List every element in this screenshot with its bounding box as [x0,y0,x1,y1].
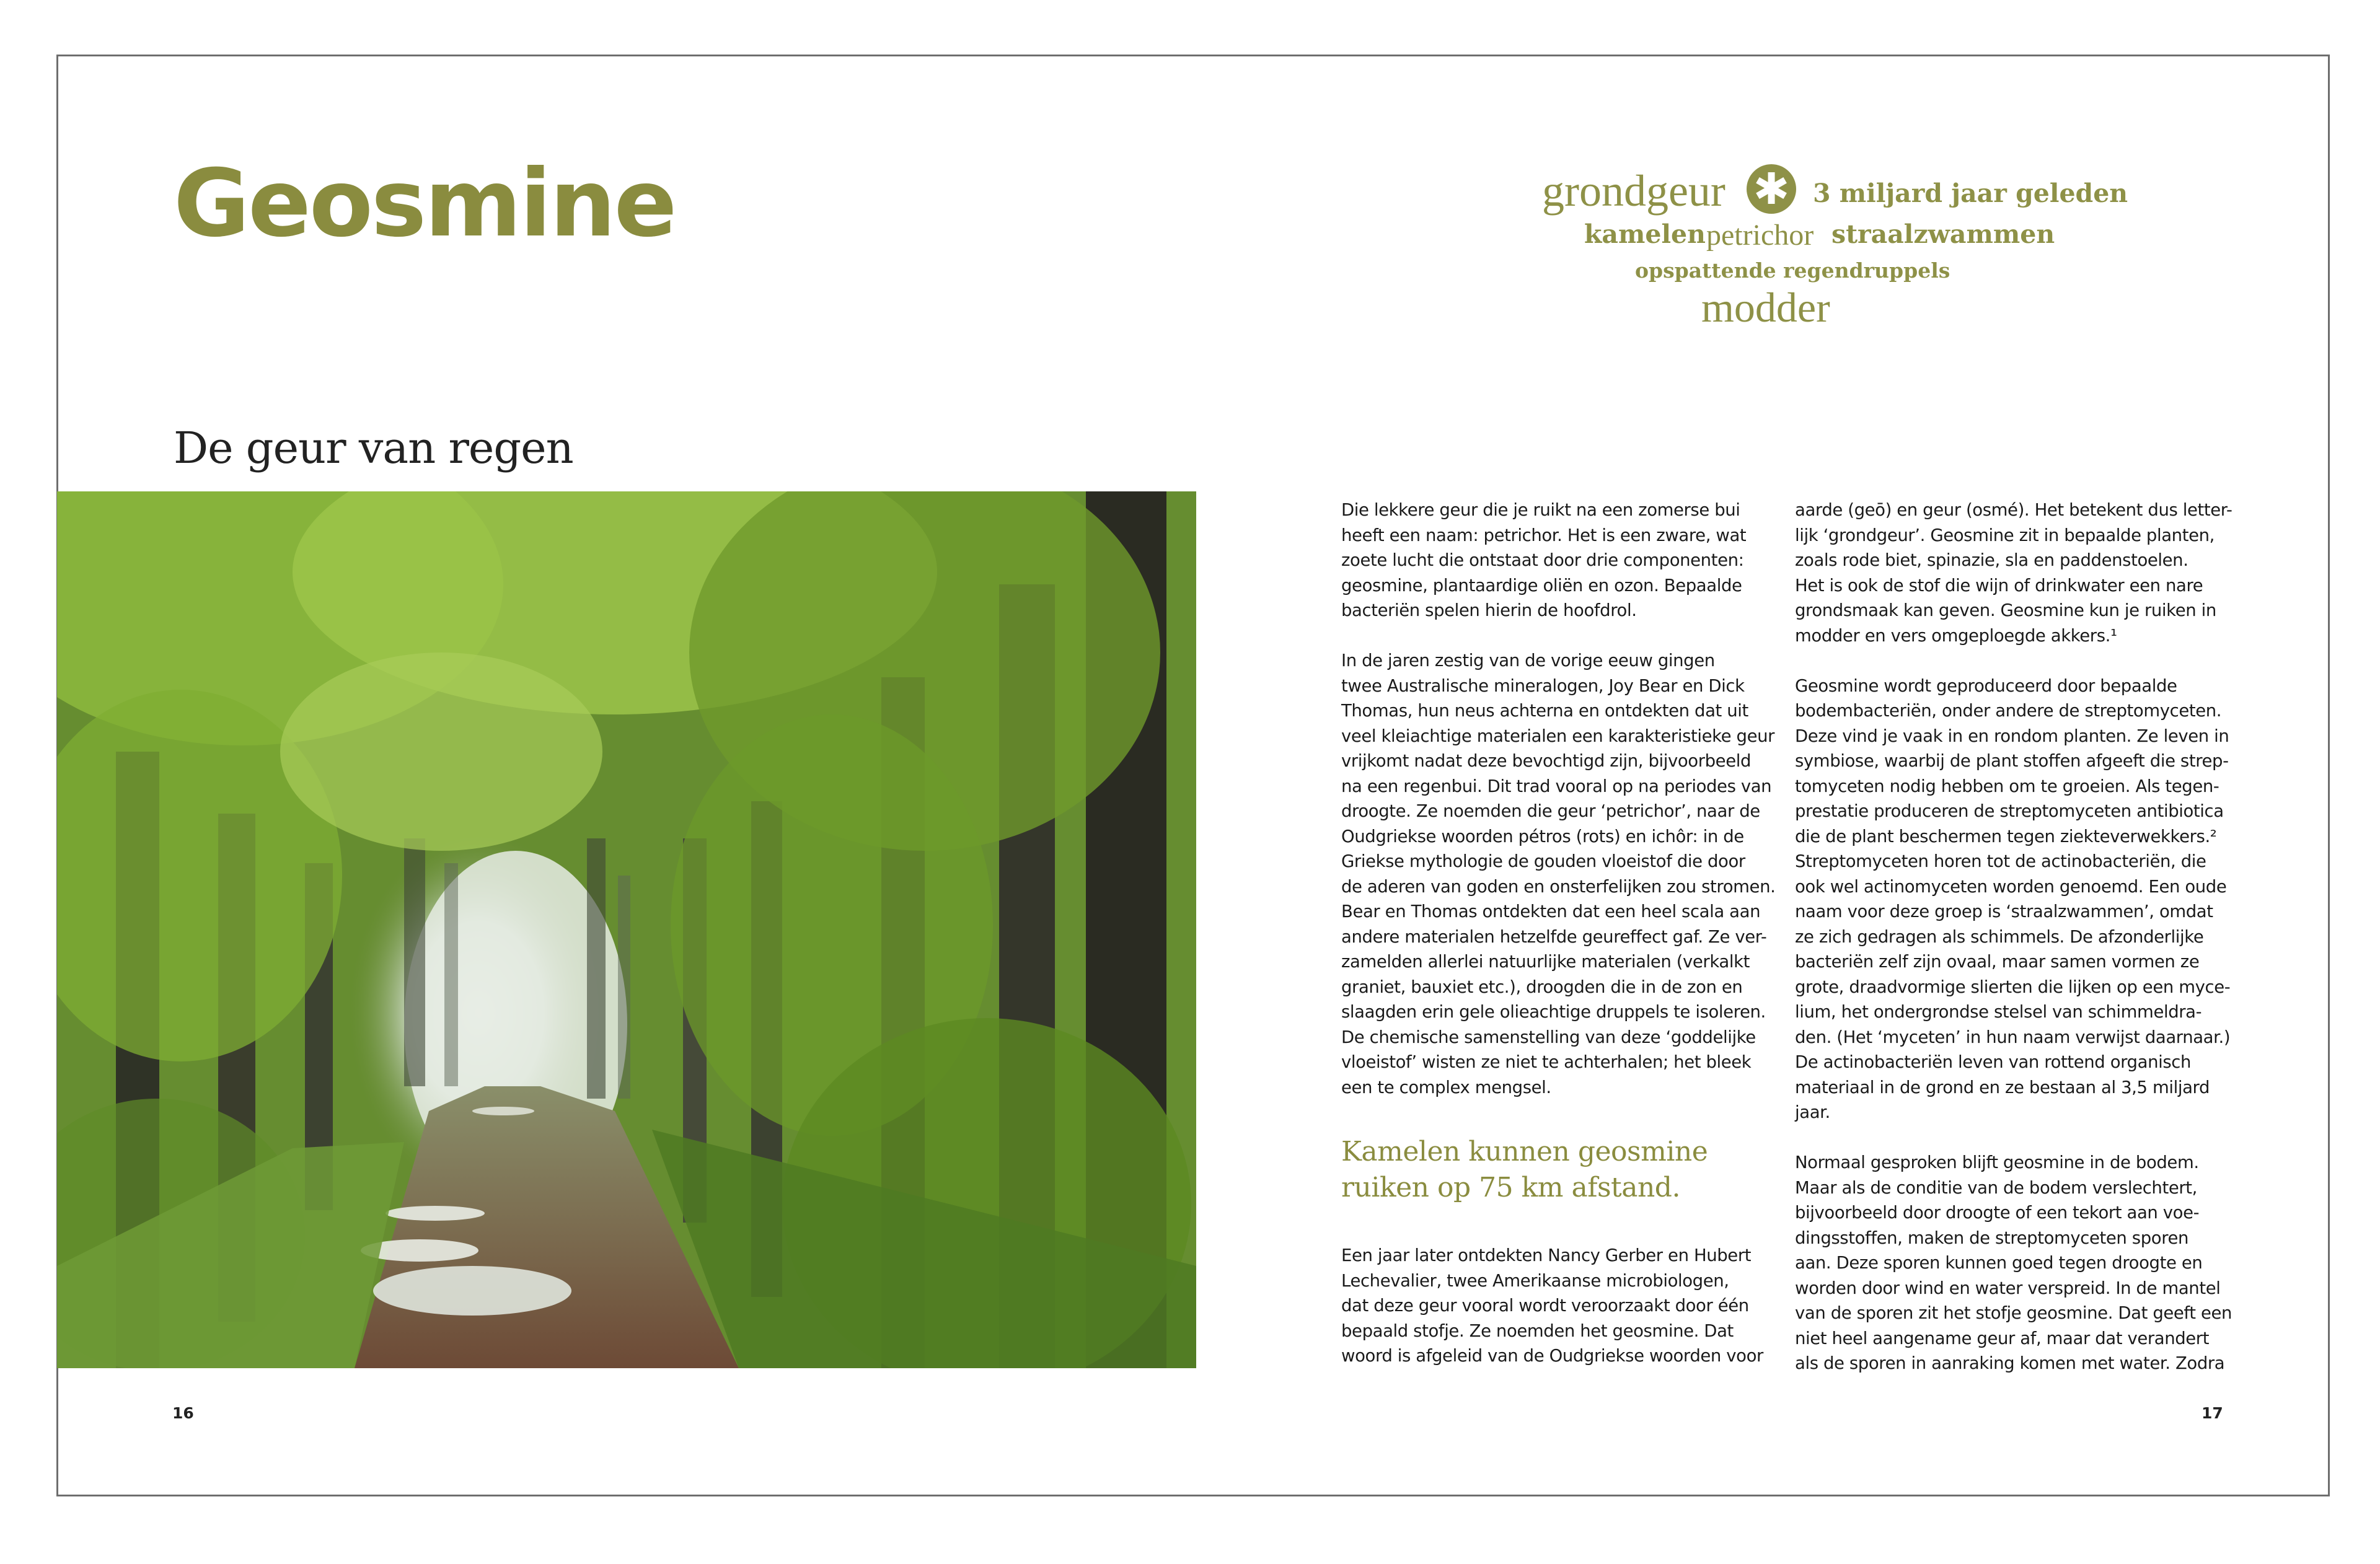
text-line: ook wel actinomyceten worden genoemd. Een oude [1795,876,2227,897]
text-line: woord is afgeleid van de Oudgriekse woorden voor [1341,1346,1763,1366]
text-line: Thomas, hun neus achterna en ontdekten dat uit [1341,701,1748,721]
text-line: van de sporen zit het stofje geosmine. Dat geeft een [1795,1303,2232,1323]
text-line: andere materialen hetzelfde geureffect gaf. Ze ver- [1341,926,1767,947]
text-line: de aderen van goden en onsterfelijken zou stromen. [1341,876,1776,897]
chapter-subtitle: De geur van regen [174,423,573,473]
text-line: Bear en Thomas ontdekten dat een heel scala aan [1341,902,1761,921]
pull-quote [1341,1134,1775,1206]
text-line: symbiose, waarbij de plant stoffen afgeeft die strep- [1795,751,2229,771]
paragraph [1341,1243,1775,1369]
chapter-title: Geosmine [174,150,676,258]
text-line: bepaald stofje. Ze noemden het geosmine. Dat [1341,1320,1734,1341]
text-line: een te complex mengsel. [1341,1077,1551,1097]
cloud-word-opspattende: opspattende regendruppels [1635,258,1950,283]
text-line: Lechevalier, twee Amerikaanse microbiologen, [1341,1270,1729,1291]
text-line: tomyceten nodig hebben om te groeien. Als tegen- [1795,776,2219,796]
text-line: Oudgriekse woorden pétros (rots) en ichôr: in de [1341,826,1744,846]
paragraph [1795,1150,2232,1376]
text-line: ze zich gedragen als schimmels. De afzonderlijke [1795,926,2204,947]
text-line: graniet, bauxiet etc.), droogden die in de zon en [1341,977,1743,997]
text-line: Die lekkere geur die je ruikt na een zomerse bui [1341,500,1740,520]
paragraph [1341,648,1775,1100]
text-line: droogte. Ze noemden die geur ‘petrichor’, naar de [1341,801,1760,821]
text-line: jaar. [1795,1102,1830,1122]
cloud-word-straalzwammen: straalzwammen [1831,219,2055,249]
text-line: veel kleiachtige materialen een karakteristieke geur [1341,726,1775,746]
cloud-word-3-miljard: 3 miljard jaar geleden [1813,178,2128,208]
text-line: worden door wind en water verspreid. In de mantel [1795,1278,2221,1298]
text-line: Maar als de conditie van de bodem verslechtert, [1795,1177,2197,1198]
text-line: modder en vers omgeploegde akkers.¹ [1795,625,2117,646]
text-line: dat deze geur vooral wordt veroorzaakt door één [1341,1296,1749,1316]
pull-quote-line: Kamelen kunnen geosmine [1341,1136,1708,1167]
asterisk-icon: ✱ [1747,164,1796,214]
text-line: vrijkomt nadat deze bevochtigd zijn, bijvoorbeeld [1341,751,1752,771]
cloud-word-petrichor: petrichor [1706,219,1814,252]
forest-lane-photo [57,491,1196,1368]
text-line: die de plant beschermen tegen ziekteverwekkers.² [1795,826,2217,846]
text-line: bacteriën zelf zijn ovaal, maar samen vormen ze [1795,952,2200,972]
text-line: prestatie produceren de streptomyceten antibiotica [1795,801,2224,821]
text-line: bacteriën spelen hierin de hoofdrol. [1341,600,1637,620]
text-column-right [1795,498,2232,1401]
pull-quote-line: ruiken op 75 km afstand. [1341,1172,1680,1203]
page-number-right: 17 [2202,1404,2223,1422]
text-line: den. (Het ‘myceten’ in hun naam verwijst daarnaar.) [1795,1027,2231,1047]
text-line: Deze vind je vaak in en rondom planten. Ze leven in [1795,726,2229,746]
text-line: zamelden allerlei natuurlijke materialen (verkalkt [1341,952,1750,972]
text-line: Streptomyceten horen tot de actinobacteriën, die [1795,851,2206,871]
text-line: Normaal gesproken blijft geosmine in de bodem. [1795,1153,2199,1172]
text-line: zoete lucht die ontstaat door drie componenten: [1341,550,1744,570]
text-line: aan. Deze sporen kunnen goed tegen droogte en [1795,1253,2203,1273]
text-line: De actinobacteriën leven van rottend organisch [1795,1052,2192,1072]
cloud-word-modder: modder [1701,284,1830,331]
text-line: naam voor deze groep is ‘straalzwammen’, omdat [1795,902,2213,921]
cloud-word-grondgeur: grondgeur [1542,166,1726,216]
text-line: Het is ook de stof die wijn of drinkwater een nare [1795,575,2203,595]
text-line: twee Australische mineralogen, Joy Bear en Dick [1341,675,1745,696]
text-line: aarde (geō) en geur (osmé). Het betekent dus letter- [1795,500,2232,520]
text-line: grondsmaak kan geven. Geosmine kun je ruiken in [1795,600,2216,620]
text-line: heeft een naam: petrichor. Het is een zware, wat [1341,525,1747,545]
text-line: In de jaren zestig van de vorige eeuw gingen [1341,651,1715,670]
text-line: Griekse mythologie de gouden vloeistof die door [1341,851,1745,871]
text-line: geosmine, plantaardige oliën en ozon. Bepaalde [1341,575,1742,595]
text-line: bijvoorbeeld door droogte of een tekort aan voe- [1795,1203,2200,1223]
text-line: lium, het ondergrondse stelsel van schimmeldra- [1795,1002,2202,1022]
text-line: zoals rode biet, spinazie, sla en paddenstoelen. [1795,550,2188,570]
text-line: niet heel aangename geur af, maar dat verandert [1795,1328,2210,1348]
page-number-left: 16 [172,1404,194,1422]
text-line: Geosmine wordt geproduceerd door bepaalde [1795,675,2177,696]
text-line: bodembacteriën, onder andere de streptomyceten. [1795,701,2222,721]
text-line: als de sporen in aanraking komen met water. Zodra [1795,1353,2225,1373]
paragraph [1795,498,2232,648]
text-line: grote, draadvormige slierten die lijken op een myce- [1795,977,2231,997]
text-line: De chemische samenstelling van deze ‘goddelijke [1341,1027,1756,1047]
text-line: vloeistof’ wisten ze niet te achterhalen; het bleek [1341,1052,1752,1072]
text-line: na een regenbui. Dit trad vooral op na periodes van [1341,776,1772,796]
text-line: slaagden erin gele olieachtige druppels te isoleren. [1341,1002,1766,1022]
text-column-left [1341,498,1775,1394]
text-line: Een jaar later ontdekten Nancy Gerber en Hubert [1341,1245,1752,1265]
cloud-word-kamelen: kamelen [1584,219,1706,249]
text-line: lijk ‘grondgeur’. Geosmine zit in bepaalde planten, [1795,525,2215,545]
paragraph [1341,498,1775,623]
text-line: dingsstoffen, maken de streptomyceten sporen [1795,1228,2189,1248]
paragraph [1795,674,2229,1125]
text-line: materiaal in de grond en ze bestaan al 3,5 miljard [1795,1077,2210,1097]
